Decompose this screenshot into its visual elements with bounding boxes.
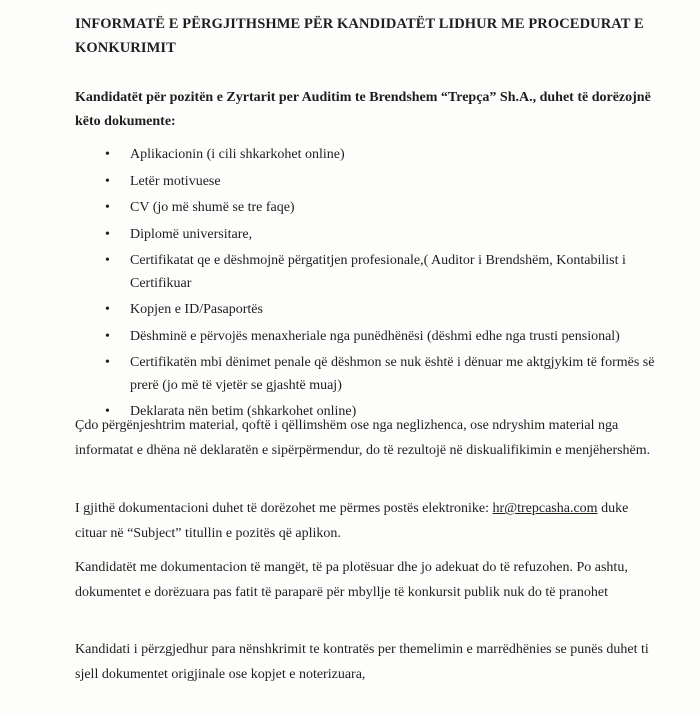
list-item-text: Dëshminë e përvojës menaxheriale nga punëdhënësi (dëshmi edhe nga trusti pensional)	[130, 328, 620, 344]
bullet-icon: •	[105, 173, 110, 189]
document-heading: INFORMATË E PËRGJITHSHME PËR KANDIDATËT LIDHUR ME PROCEDURAT E KONKURIMIT	[75, 16, 644, 56]
submission-paragraph	[75, 497, 660, 546]
bullet-icon: •	[105, 226, 110, 242]
list-item	[105, 299, 665, 322]
list-item	[105, 250, 665, 295]
bullet-icon: •	[105, 328, 110, 344]
document-subheading: Kandidatët për pozitën e Zyrtarit per Auditim te Brendshem “Trepça” Sh.A., duhet të dorëzojnë këto dokumente:	[75, 90, 651, 129]
list-item-text: Diplomë universitare,	[130, 226, 253, 242]
list-item-text: CV (jo më shumë se tre faqe)	[130, 200, 295, 215]
list-item	[105, 144, 665, 167]
selected-candidate-paragraph: Kandidati i përzgjedhur para nënshkrimit te kontratës per themelimin e marrëdhënies se punës duhet ti sjell dokumentet origjinale ose kopjet e noterizuara,	[75, 642, 649, 682]
list-item	[105, 171, 665, 194]
list-item-text: Certifikatën mbi dënimet penale që dëshmon se nuk është i dënuar me aktgjykim të formës së prerë (jo më të vjetër se gjashtë muaj)	[130, 355, 655, 393]
bullet-icon: •	[105, 147, 110, 162]
list-item-text: Deklarata nën betim (shkarkohet online)	[130, 404, 357, 419]
list-item-text: Certifikatat qe e dëshmojnë përgatitjen profesionale,( Auditor i Brendshëm, Kontabilist i Certifikuar	[130, 253, 626, 291]
list-item	[105, 352, 665, 397]
list-item-text: Aplikacionin (i cili shkarkohet online)	[130, 147, 345, 162]
required-documents-list	[105, 144, 665, 428]
submission-text-suffix: duke cituar në “Subject” titullin e pozitës që aplikon.	[75, 501, 629, 541]
misrepresentation-paragraph: Çdo përgënjeshtrim material, qoftë i qëllimshëm ose nga neglizhenca, ose ndryshim material nga informatat e dhëna në deklaratën e sipërpërmendur, do të rezultojë në diskualifikimin e menjëhershëm.	[75, 418, 651, 458]
bullet-icon: •	[105, 253, 110, 268]
bullet-icon: •	[105, 404, 110, 419]
list-item	[105, 326, 665, 349]
list-item-text: Kopjen e ID/Pasaportës	[130, 302, 263, 317]
list-item	[105, 197, 665, 220]
bullet-icon: •	[105, 302, 110, 317]
bullet-icon: •	[105, 200, 110, 215]
submission-text-prefix: I gjithë dokumentacioni duhet të dorëzohet me përmes postës elektronike:	[75, 501, 493, 516]
list-item	[105, 224, 665, 247]
email-link[interactable]: hr@trepcasha.com	[492, 501, 598, 516]
list-item-text: Letër motivuese	[130, 173, 221, 189]
bullet-icon: •	[105, 355, 110, 370]
incomplete-docs-paragraph: Kandidatët me dokumentacion të mangët, të pa plotësuar dhe jo adekuat do të refuzohen. Po ashtu, dokumentet e dorëzuara pas fatit të paraparë për mbyllje të konkursit publik nuk do të pranohet	[75, 560, 628, 600]
